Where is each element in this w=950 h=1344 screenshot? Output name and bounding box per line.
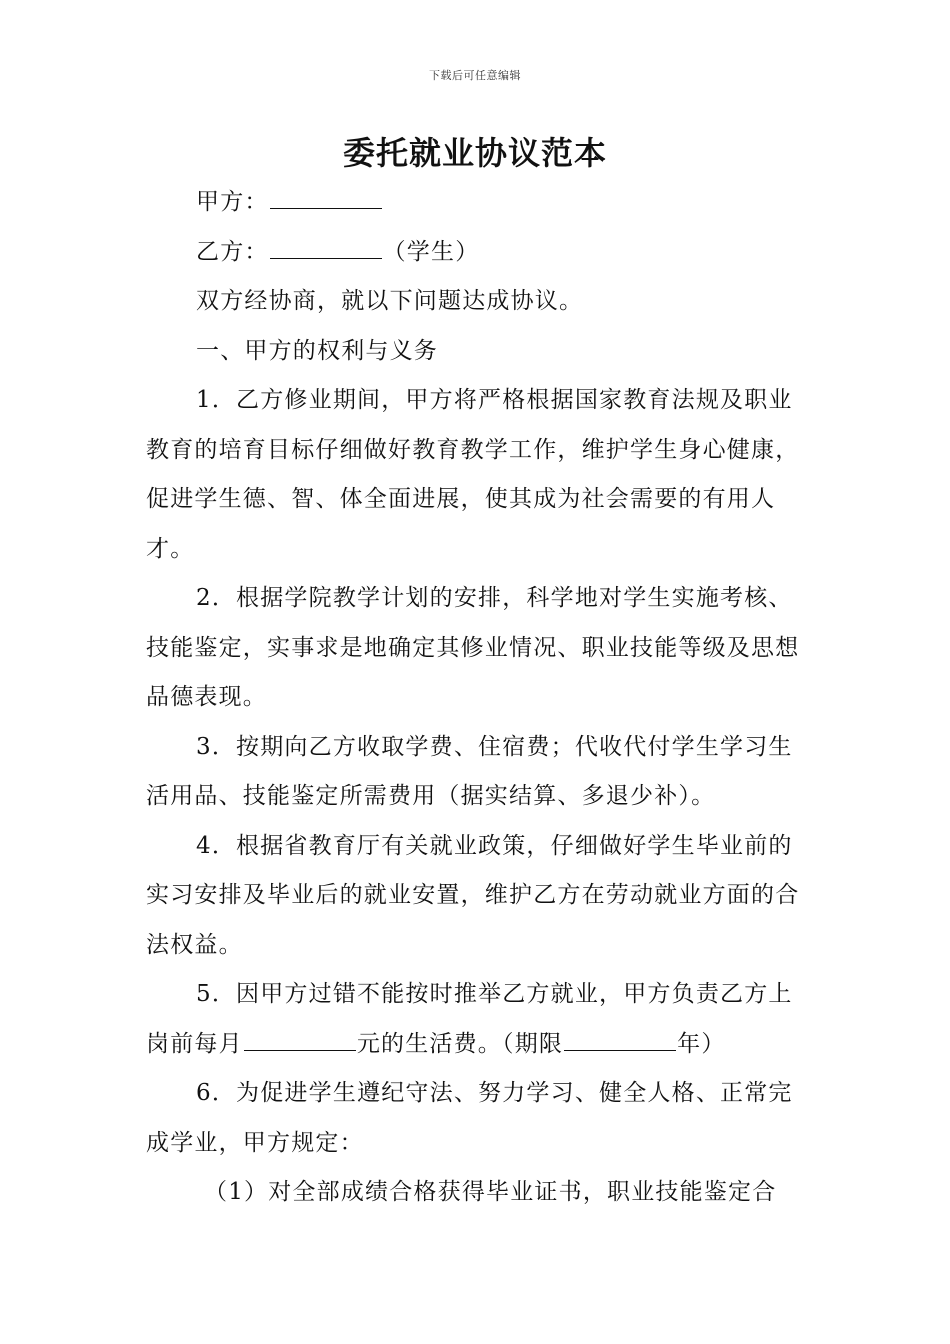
item-4: 4．根据省教育厅有关就业政策，仔细做好学生毕业前的实习安排及毕业后的就业安置，维护乙方在劳动就业方面的合法权益。 bbox=[146, 832, 800, 958]
party-b-suffix: （学生） bbox=[382, 238, 480, 265]
header-note: 下载后可任意编辑 bbox=[429, 69, 521, 82]
item-5 bbox=[146, 970, 811, 1069]
section1-heading: 一、甲方的权利与义务 bbox=[196, 337, 438, 364]
item-5-text-c: 年） bbox=[677, 1030, 726, 1057]
document-body bbox=[146, 178, 811, 1218]
item-6: 6．为促进学生遵纪守法、努力学习、健全人格、正常完成学业，甲方规定： bbox=[146, 1080, 793, 1156]
party-b-label: 乙方： bbox=[196, 238, 269, 265]
item-5-text-a: 5．因甲方过错不能按时推举乙方就业，甲方负责乙方上岗前每月 bbox=[146, 981, 793, 1057]
party-a-label: 甲方： bbox=[196, 189, 269, 215]
document-title: 委托就业协议范本 bbox=[342, 134, 607, 172]
party-b-blank[interactable] bbox=[270, 236, 382, 259]
intro-paragraph: 双方经协商，就以下问题达成协议。 bbox=[196, 288, 584, 314]
party-b-line bbox=[146, 228, 811, 278]
item-6-sub-1: （1）对全部成绩合格获得毕业证书，职业技能鉴定合 bbox=[204, 1179, 777, 1205]
party-a-line bbox=[146, 178, 811, 228]
item-2: 2．根据学院教学计划的安排，科学地对学生实施考核、技能鉴定，实事求是地确定其修业情况、职业技能等级及思想品德表现。 bbox=[146, 585, 800, 710]
period-years-blank[interactable] bbox=[564, 1028, 676, 1051]
item-5-text-b: 元的生活费。（期限 bbox=[356, 1030, 564, 1057]
item-1: 1．乙方修业期间，甲方将严格根据国家教育法规及职业教育的培育目标仔细做好教育教学工作，维护学生身心健康，促进学生德、智、体全面进展，使其成为社会需要的有用人才。 bbox=[146, 387, 800, 562]
monthly-amount-blank[interactable] bbox=[244, 1028, 356, 1051]
item-3: 3．按期向乙方收取学费、住宿费；代收代付学生学习生活用品、技能鉴定所需费用（据实结算、多退少补）。 bbox=[146, 733, 793, 809]
party-a-blank[interactable] bbox=[270, 186, 382, 209]
